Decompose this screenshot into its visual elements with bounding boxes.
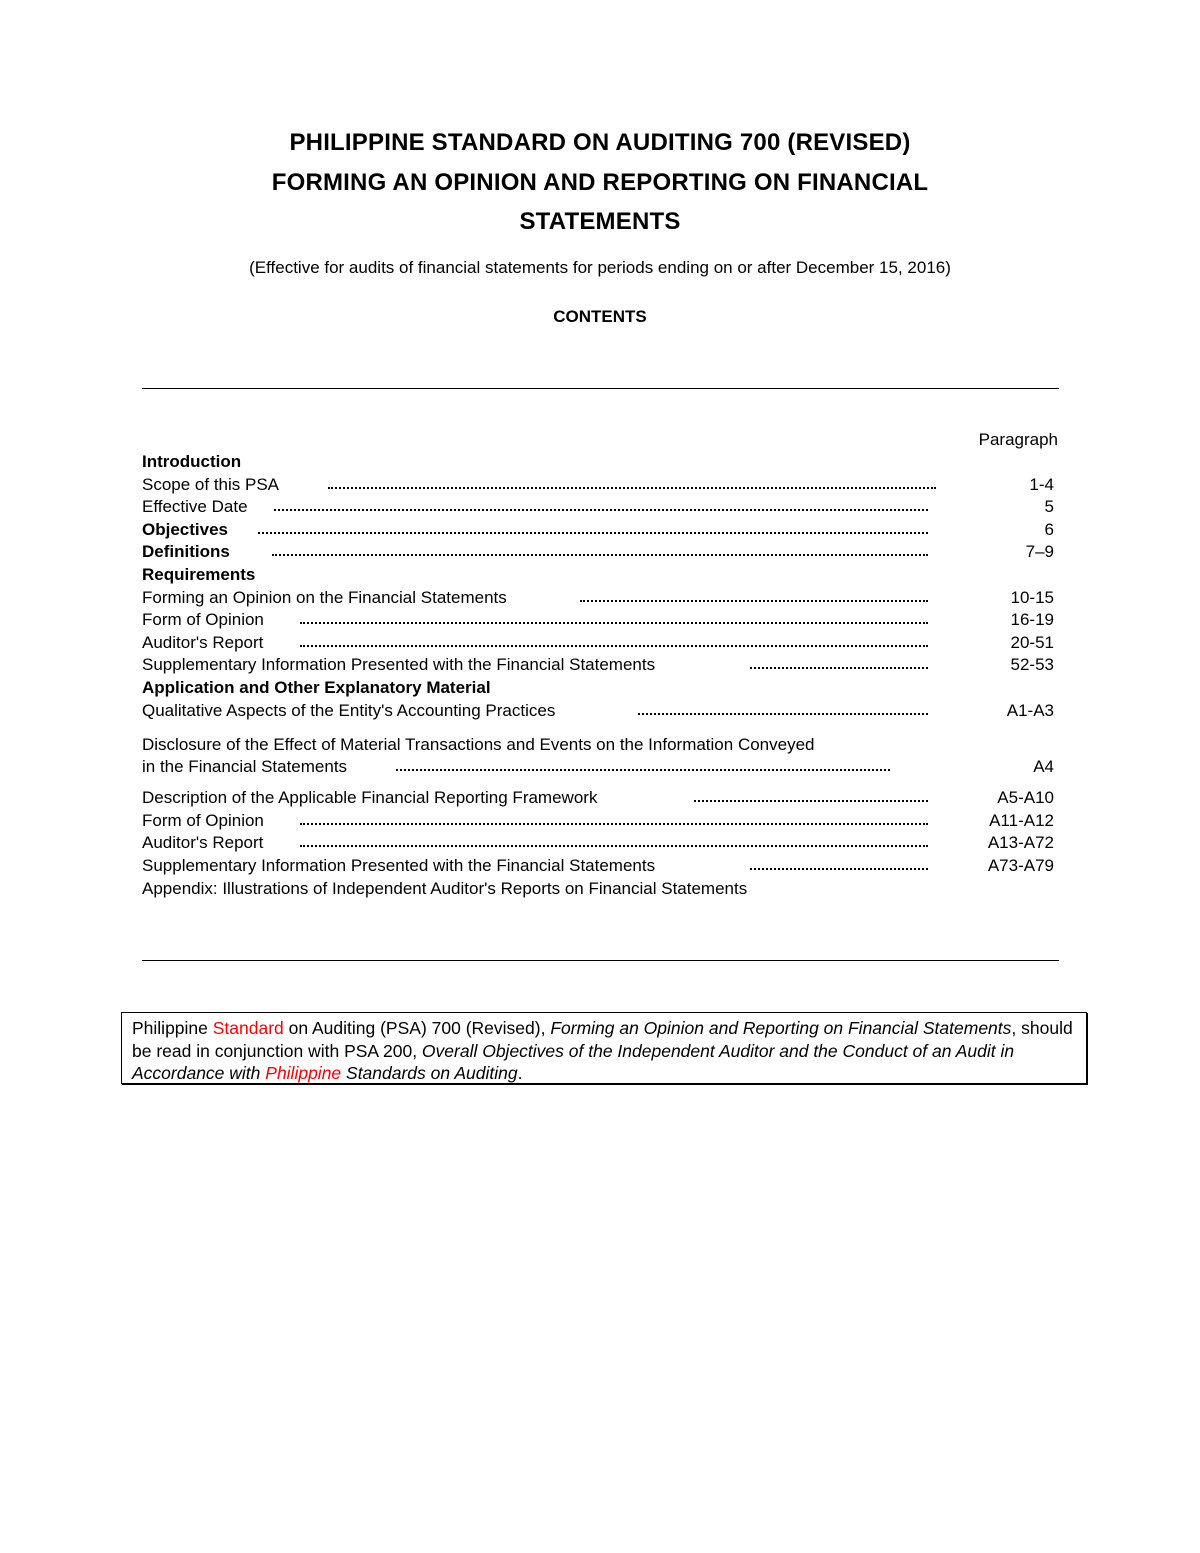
toc-entry-effective-date[interactable] [142, 496, 1058, 518]
leader-dots [300, 845, 928, 847]
toc-section-application [142, 677, 1058, 699]
conjunction-note-box [121, 1012, 1087, 1084]
toc-entry-objectives[interactable] [142, 519, 1058, 541]
leader-dots [750, 868, 928, 870]
toc-entry-form-of-opinion[interactable] [142, 609, 1058, 631]
toc-entry-label: Scope of this PSA [142, 475, 280, 494]
toc-entry-label: Disclosure of the Effect of Material Transactions and Events on the Information Conveyed [142, 735, 815, 754]
leader-dots [638, 713, 928, 715]
bottom-divider [142, 960, 1059, 961]
toc-entry-supplementary-a[interactable] [142, 855, 1058, 877]
toc-entry-label: Supplementary Information Presented with the Financial Statements [142, 655, 656, 674]
toc-section-label: Application and Other Explanatory Material [142, 678, 491, 697]
toc-entry-number: 16-19 [1010, 610, 1054, 629]
toc-entry-number: A4 [1033, 757, 1054, 776]
note-title-psa200: Overall Objectives of the Independent Auditor and the Conduct of an Audit in Accordance with [132, 1040, 1015, 1083]
toc-section-introduction [142, 451, 1058, 473]
top-divider [142, 388, 1059, 389]
toc-entry-label: Auditor's Report [142, 633, 264, 652]
toc-entry-label: Supplementary Information Presented with the Financial Statements [142, 856, 656, 875]
toc-entry-number: A13-A72 [987, 833, 1054, 852]
title-line-1: PHILIPPINE STANDARD ON AUDITING 700 (REVISED) [289, 129, 911, 156]
leader-dots [750, 667, 928, 669]
toc-entry-label: Auditor's Report [142, 833, 264, 852]
note-highlight-standard: Standard [212, 1018, 284, 1038]
leader-dots [300, 823, 928, 825]
leader-dots [274, 509, 928, 511]
toc-entry-qualitative[interactable] [142, 700, 1058, 722]
toc-entry-appendix[interactable] [142, 878, 1058, 900]
leader-dots [580, 600, 928, 602]
toc-section-label: Requirements [142, 565, 256, 584]
note-highlight-philippine: Philippine [265, 1063, 342, 1083]
toc-entry-definitions[interactable] [142, 541, 1058, 563]
toc-entry-disclosure-line-1[interactable] [142, 734, 1058, 756]
note-text: Philippine [132, 1018, 213, 1038]
toc-entry-number: 7–9 [1025, 542, 1054, 561]
note-text: on Auditing (PSA) 700 (Revised), [283, 1018, 551, 1038]
toc-entry-number: A73-A79 [987, 856, 1054, 875]
toc-entry-auditors-report[interactable] [142, 632, 1058, 654]
toc-entry-number: 20-51 [1010, 633, 1054, 652]
contents-heading: CONTENTS [553, 307, 647, 326]
note-text: . [517, 1063, 523, 1083]
leader-dots [300, 622, 928, 624]
toc-entry-label: in the Financial Statements [142, 757, 348, 776]
leader-dots [328, 487, 936, 489]
leader-dots [396, 769, 890, 771]
toc-entry-label: Forming an Opinion on the Financial Statements [142, 588, 507, 607]
toc-entry-forming-opinion[interactable] [142, 587, 1058, 609]
title-line-3: STATEMENTS [519, 208, 681, 235]
toc-entry-number: 6 [1044, 520, 1054, 539]
toc-section-label: Introduction [142, 452, 242, 471]
toc-entry-number: A11-A12 [989, 811, 1054, 830]
leader-dots [272, 554, 928, 556]
effective-note: (Effective for audits of financial statements for periods ending on or after December 15, 2016) [249, 258, 951, 277]
note-text: , should be read in conjunction with PSA 200, [132, 1018, 1073, 1061]
note-title-psa200-end: Standards on Auditing [341, 1063, 518, 1083]
toc-entry-number: 1-4 [1029, 475, 1054, 494]
toc-entry-label: Appendix: Illustrations of Independent Auditor's Reports on Financial Statements [142, 879, 748, 898]
toc-entry-number: 5 [1044, 497, 1054, 516]
toc-entry-scope[interactable] [142, 474, 1058, 496]
toc-entry-label: Form of Opinion [142, 610, 264, 629]
toc-entry-number: A5-A10 [997, 788, 1054, 807]
toc-entry-disclosure-line-2[interactable] [142, 756, 1058, 778]
toc-entry-label: Definitions [142, 542, 230, 561]
leader-dots [694, 800, 928, 802]
toc-entry-label: Effective Date [142, 497, 248, 516]
toc-entry-label: Form of Opinion [142, 811, 264, 830]
toc-entry-number: A1-A3 [1006, 701, 1054, 720]
toc-entry-form-of-opinion-a[interactable] [142, 810, 1058, 832]
toc-entry-supplementary[interactable] [142, 654, 1058, 676]
paragraph-column-header: Paragraph [978, 430, 1058, 449]
title-line-2: FORMING AN OPINION AND REPORTING ON FINANCIAL [271, 169, 929, 196]
toc-entry-auditors-report-a[interactable] [142, 832, 1058, 854]
note-title-psa700: Forming an Opinion and Reporting on Financial Statements [550, 1018, 1012, 1038]
toc-entry-number: 10-15 [1010, 588, 1054, 607]
toc-entry-label: Qualitative Aspects of the Entity's Accounting Practices [142, 701, 556, 720]
leader-dots [300, 645, 928, 647]
leader-dots [258, 532, 928, 534]
toc-entry-description[interactable] [142, 787, 1058, 809]
toc-entry-label: Objectives [142, 520, 228, 539]
toc-section-requirements [142, 564, 1058, 586]
toc-entry-label: Description of the Applicable Financial Reporting Framework [142, 788, 598, 807]
toc-entry-number: 52-53 [1010, 655, 1054, 674]
